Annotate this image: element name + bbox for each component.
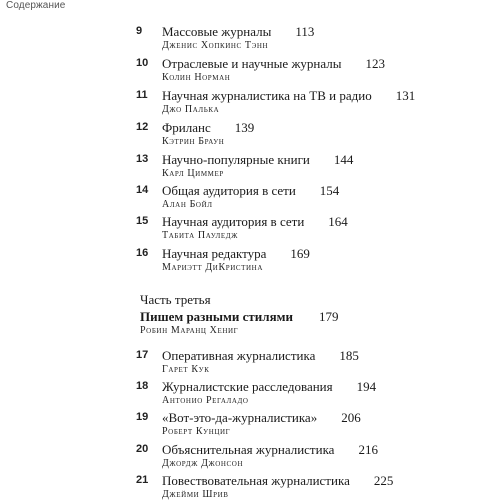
page-number: 216 — [358, 442, 378, 457]
chapter-title: Оперативная журналистика — [162, 348, 316, 363]
chapter-title: Научная журналистика на ТВ и радио — [162, 88, 372, 103]
chapter-author: Колин Норман — [162, 72, 231, 83]
page-number: 225 — [373, 473, 394, 488]
chapter-number: 15 — [136, 215, 149, 227]
chapter-number: 19 — [136, 411, 149, 423]
chapter-title: Научная редактура — [162, 246, 267, 261]
page-number: 185 — [339, 348, 359, 363]
chapter-title: Научная аудитория в сети — [162, 214, 305, 229]
chapter-title: Журналистские расследования — [162, 379, 333, 394]
chapter-author: Джейми Шрив — [162, 489, 229, 500]
page-number: 144 — [333, 152, 354, 167]
chapter-author: Карл Циммер — [162, 168, 224, 179]
chapter-number: 10 — [136, 57, 149, 69]
chapter-title: Отраслевые и научные журналы — [162, 56, 342, 71]
chapter-number: 16 — [136, 247, 149, 259]
chapter-author: Дженис Хопкинс Тэнн — [162, 40, 269, 51]
chapter-number: 12 — [136, 121, 149, 133]
chapter-author: Гарет Кук — [162, 364, 210, 375]
page-number: 164 — [328, 214, 348, 229]
page-number: 169 — [290, 246, 310, 261]
chapter-number: 20 — [136, 443, 149, 455]
chapter-title: Научно-популярные книги — [162, 152, 310, 167]
chapter-title: Массовые журналы — [162, 24, 272, 39]
page-number: 139 — [234, 120, 255, 135]
part-label: Часть третья — [140, 292, 211, 307]
part-title: Пишем разными стилями — [140, 309, 293, 324]
page-number: 131 — [395, 88, 416, 103]
page-number: 154 — [319, 183, 340, 198]
chapter-author: Джо Палька — [162, 104, 220, 115]
chapter-title: Повествовательная журналистика — [162, 473, 350, 488]
chapter-author: Кэтрин Браун — [162, 136, 225, 147]
chapter-author: Роберт Кунциг — [162, 426, 231, 437]
chapter-number: 14 — [136, 184, 149, 196]
part-author: Робин Маранц Хениг — [140, 325, 239, 336]
page-number: 113 — [295, 24, 315, 39]
part-title-line — [140, 309, 338, 325]
chapter-author: Табита Пауледж — [162, 230, 239, 241]
page-number: 206 — [341, 410, 361, 425]
chapter-title: Фриланс — [162, 120, 211, 135]
chapter-author: Джордж Джонсон — [162, 458, 244, 469]
chapter-title: Объяснительная журналистика — [162, 442, 335, 457]
page-number: 123 — [365, 56, 385, 71]
chapter-number: 13 — [136, 153, 149, 165]
chapter-author: Антонио Регаладо — [162, 395, 249, 406]
chapter-title: Общая аудитория в сети — [162, 183, 296, 198]
chapter-number: 21 — [136, 474, 149, 486]
chapter-author: Мариэтт ДиКристина — [162, 262, 263, 273]
chapter-number: 17 — [136, 349, 149, 361]
page-number: 194 — [356, 379, 377, 394]
page-number: 179 — [318, 309, 339, 324]
running-head: Содержание — [6, 0, 66, 11]
chapter-number: 18 — [136, 380, 149, 392]
chapter-title: «Вот-это-да-журналистика» — [162, 410, 318, 425]
chapter-number: 9 — [136, 25, 143, 37]
chapter-number: 11 — [136, 89, 148, 101]
chapter-author: Алан Бойл — [162, 199, 213, 210]
